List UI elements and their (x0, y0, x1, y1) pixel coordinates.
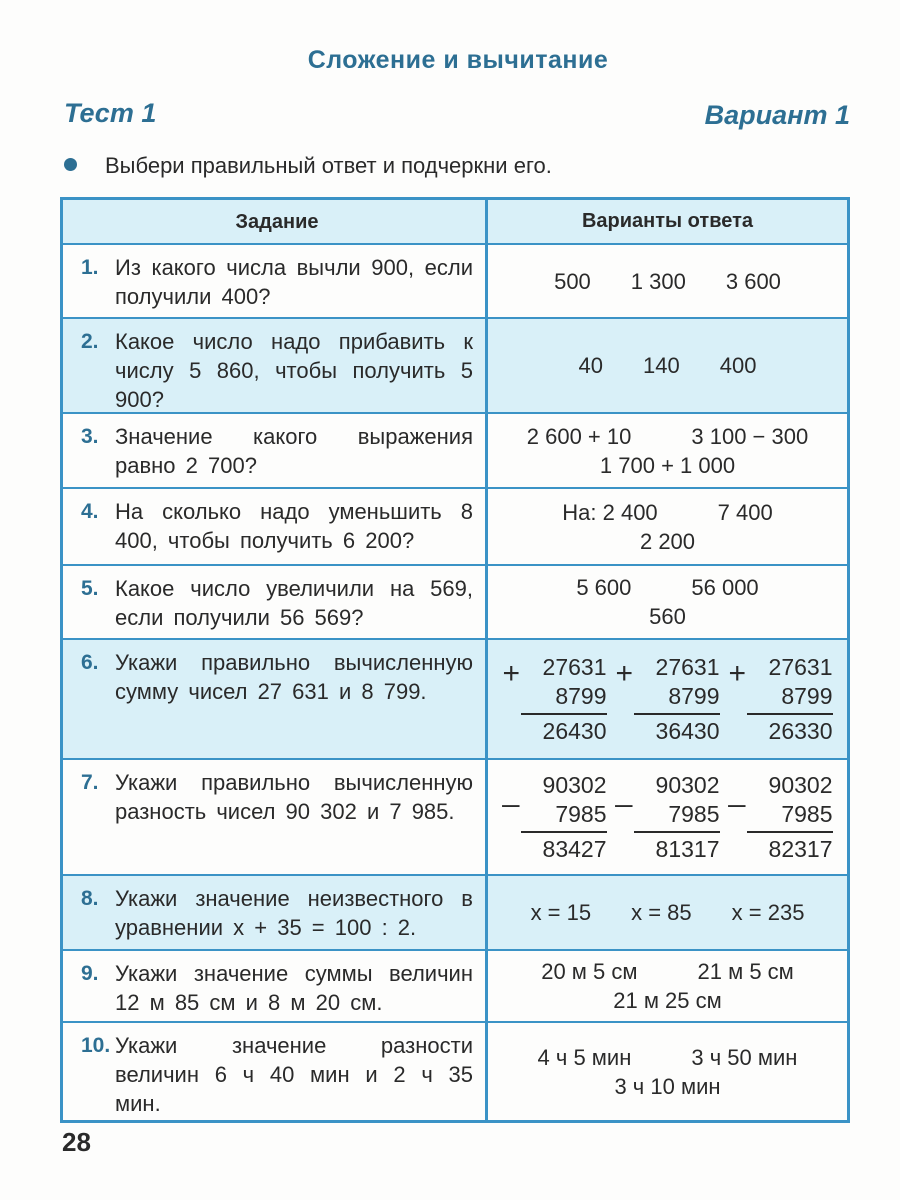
test-table (60, 197, 850, 1123)
question-text: Укажи значение разности величин 6 ч 40 мин и 2 ч 35 мин. (115, 1033, 473, 1116)
question-text: Какое число надо прибавить к числу 5 860, чтобы получить 5 900? (115, 329, 473, 412)
question-cell (63, 414, 488, 487)
result: 81317 (634, 831, 720, 864)
answer-option[interactable]: 56 000 (691, 575, 759, 600)
question-number: 1. (81, 256, 99, 279)
top-operand: 90302 (655, 771, 720, 798)
answer-line (541, 957, 794, 986)
table-row (63, 758, 847, 874)
top-operand: 90302 (768, 771, 833, 798)
question-number: 6. (81, 651, 99, 674)
answer-line (538, 1043, 798, 1072)
result: 83427 (521, 831, 607, 864)
answer-option[interactable]: 5 600 (576, 575, 632, 600)
answer-option[interactable] (503, 653, 607, 746)
answer-line (554, 267, 781, 296)
question-number: 8. (81, 887, 99, 910)
top-operand: 27631 (542, 653, 607, 680)
answer-line (527, 422, 808, 451)
answer-line (614, 1072, 720, 1101)
top-operand: 27631 (768, 653, 833, 680)
question-cell (63, 489, 488, 564)
question-number: 3. (81, 425, 99, 448)
question-cell (63, 319, 488, 412)
answer-option[interactable]: 40 (578, 353, 604, 378)
question-text: Укажи правильно вычисленную разность чисел 90 302 и 7 985. (115, 770, 473, 824)
question-cell (63, 876, 488, 949)
answer-option[interactable]: 4 ч 5 мин (537, 1044, 632, 1070)
result: 36430 (634, 713, 720, 746)
question-text: Какое число увеличили на 569, если получили 56 569? (115, 576, 473, 630)
answer-option[interactable]: 400 (719, 353, 757, 378)
answers-cell (488, 414, 847, 487)
bottom-operand: 8799 (781, 682, 833, 709)
answer-option[interactable] (729, 771, 833, 864)
bottom-operand: 7985 (555, 800, 607, 827)
question-number: 9. (81, 962, 99, 985)
table-row (63, 243, 847, 317)
answer-line (649, 602, 686, 631)
variant-title: Вариант 1 (704, 100, 850, 130)
answer-option[interactable]: x = 15 (530, 900, 592, 925)
answers-cell (488, 319, 847, 412)
answer-option[interactable] (616, 771, 720, 864)
section-title: Сложение и вычитание (307, 46, 609, 74)
answer-line (579, 351, 757, 380)
question-number: 4. (81, 500, 99, 523)
answer-option[interactable]: 1 700 + 1 000 (599, 452, 736, 478)
question-number: 10. (81, 1034, 111, 1057)
table-row (63, 638, 847, 758)
answer-option[interactable]: 560 (649, 604, 686, 629)
answer-option[interactable]: 3 ч 10 мин (614, 1073, 721, 1099)
answers-cell (488, 640, 847, 758)
table-row (63, 564, 847, 638)
table-row (63, 1021, 847, 1120)
page-number: 28 (62, 1127, 91, 1157)
top-operand: 90302 (542, 771, 607, 798)
answers-cell (488, 489, 847, 564)
bottom-operand: 8799 (555, 682, 607, 709)
table-row (63, 412, 847, 487)
answer-option[interactable] (503, 771, 607, 864)
answer-option[interactable]: 140 (643, 353, 680, 378)
answer-line (613, 986, 722, 1015)
answer-option[interactable]: x = 235 (731, 900, 805, 925)
answer-option[interactable]: 21 м 5 см (697, 959, 794, 984)
test-title: Тест 1 (64, 98, 157, 128)
question-number: 7. (81, 771, 99, 794)
answer-option[interactable]: 3 ч 50 мин (691, 1044, 798, 1070)
question-cell (63, 951, 488, 1021)
bottom-operand: 7985 (668, 800, 720, 827)
question-text: Укажи значение неизвестного в уравнении x + 35 = 100 : 2. (115, 886, 473, 940)
question-text: Значение какого выражения равно 2 700? (115, 424, 473, 478)
table-row (63, 874, 847, 949)
answers-cell (488, 566, 847, 638)
instruction (64, 153, 552, 179)
answer-option[interactable]: 1 300 (630, 268, 686, 294)
answer-option[interactable]: 21 м 25 см (613, 988, 722, 1013)
operator-sign: + (615, 656, 634, 690)
answers-cell (488, 760, 847, 874)
result: 82317 (747, 831, 833, 864)
answer-option[interactable] (729, 653, 833, 746)
operator-sign: + (728, 656, 747, 690)
operator-sign: + (502, 656, 521, 690)
answer-line (576, 573, 758, 602)
question-cell (63, 245, 488, 317)
answers-cell (488, 951, 847, 1021)
question-text: Из какого числа вычли 900, если получили 400? (115, 255, 473, 309)
question-cell (63, 1023, 488, 1120)
bottom-operand: 7985 (781, 800, 833, 827)
top-operand: 27631 (655, 653, 720, 680)
answer-line (531, 898, 805, 927)
answer-option[interactable]: 3 100 − 300 (691, 423, 809, 449)
question-cell (63, 566, 488, 638)
answer-options (503, 771, 833, 864)
bullet-icon (64, 158, 77, 171)
result: 26330 (747, 713, 833, 746)
operator-sign: _ (615, 774, 633, 808)
question-text: На сколько надо уменьшить 8 400, чтобы получить 6 200? (115, 499, 473, 553)
answers-cell (488, 245, 847, 317)
question-number: 5. (81, 577, 99, 600)
bottom-operand: 8799 (668, 682, 720, 709)
answer-option[interactable]: 2 600 + 10 (526, 423, 632, 449)
question-text: Укажи значение суммы величин 12 м 85 см и 8 м 20 см. (115, 961, 473, 1015)
header-answers: Варианты ответа (581, 210, 754, 232)
table-row (63, 317, 847, 412)
answer-option[interactable] (616, 653, 720, 746)
answers-cell (488, 876, 847, 949)
answer-option[interactable]: x = 85 (631, 900, 692, 925)
result: 26430 (521, 713, 607, 746)
answer-option[interactable]: 2 200 (639, 528, 696, 554)
table-header-row (63, 200, 847, 243)
answer-line (562, 498, 772, 527)
answer-option[interactable]: На: 2 400 (562, 499, 658, 525)
operator-sign: _ (728, 774, 746, 808)
question-cell (63, 640, 488, 758)
answer-option[interactable]: 20 м 5 см (541, 959, 638, 984)
table-row (63, 949, 847, 1021)
answer-line (640, 527, 695, 556)
instruction-text: Выбери правильный ответ и подчеркни его. (105, 153, 552, 178)
answer-option[interactable]: 7 400 (717, 499, 773, 525)
answer-option[interactable]: 500 (554, 268, 591, 294)
header-task: Задание (63, 200, 488, 243)
question-number: 2. (81, 330, 99, 353)
answer-options (503, 653, 833, 746)
operator-sign: _ (502, 774, 520, 808)
answers-cell (488, 1023, 847, 1120)
table-row (63, 487, 847, 564)
answer-option[interactable]: 3 600 (725, 268, 781, 294)
question-cell (63, 760, 488, 874)
answer-line (600, 451, 735, 480)
question-text: Укажи правильно вычисленную сумму чисел 27 631 и 8 799. (115, 650, 473, 704)
